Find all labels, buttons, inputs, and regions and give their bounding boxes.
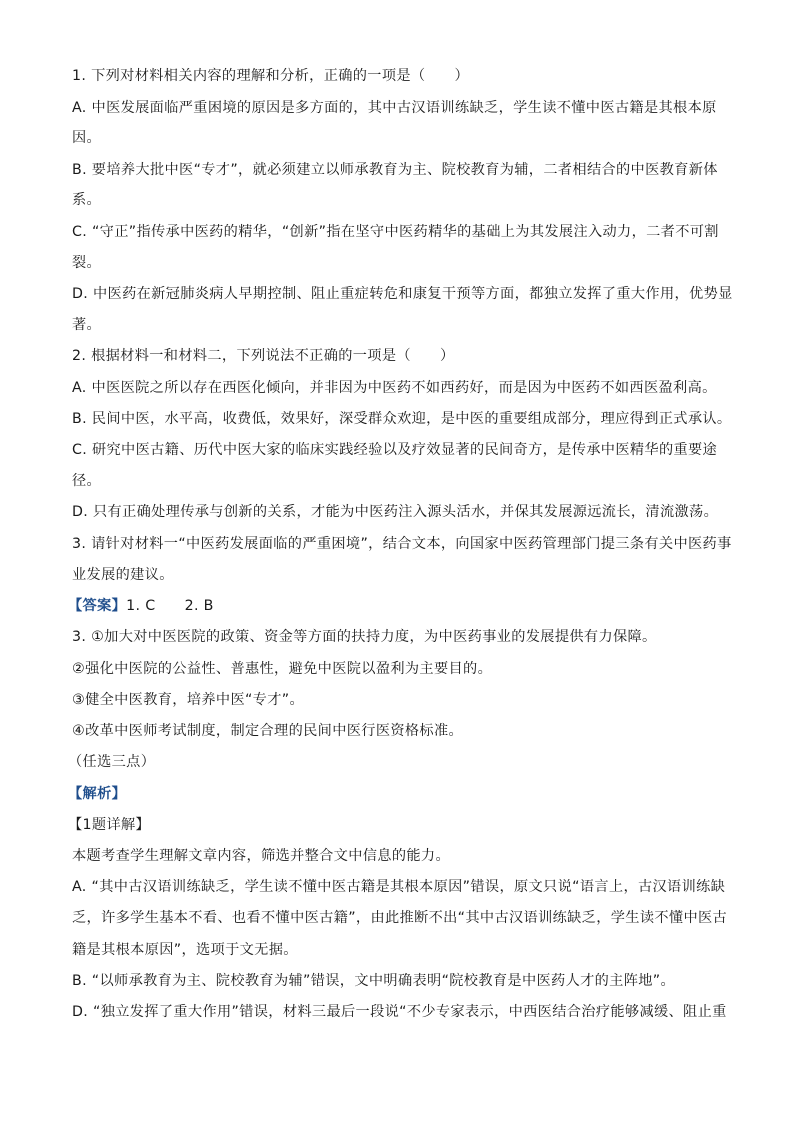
detail-line-1: 本题考查学生理解文章内容，筛选并整合文中信息的能力。: [72, 848, 450, 864]
detail-line-4: 籍是其根本原因”，选项于文无据。: [72, 942, 298, 958]
q1-option-d-cont: 著。: [72, 317, 102, 333]
answer-3-item-1: 3. ①加大对中医医院的政策、资金等方面的扶持力度，为中医药事业的发展提供有力保障。: [72, 629, 657, 645]
answer-3-item-2: ②强化中医院的公益性、普惠性，避免中医院以盈利为主要目的。: [72, 661, 493, 677]
answer-line: [68, 596, 214, 616]
q2-option-c-cont: 径。: [72, 473, 102, 489]
answer-3-note: （任选三点）: [68, 754, 156, 770]
q2-option-b: B. 民间中医，水平高，收费低，效果好，深受群众欢迎，是中医的重要组成部分，理应得到正式承认。: [72, 411, 732, 427]
answer-text: 1. C 2. B: [126, 598, 214, 614]
q1-option-b-cont: 系。: [72, 192, 102, 208]
answer-3-item-4: ④改革中医师考试制度，制定合理的民间中医行医资格标准。: [72, 723, 464, 739]
detail-line-5: B. “以师承教育为主、院校教育为辅”错误，文中明确表明“院校教育是中医药人才的主阵地”。: [72, 973, 676, 989]
detail-line-3: 乏，许多学生基本不看、也看不懂中医古籍”，由此推断不出“其中古汉语训练缺乏，学生读不懂中医古: [72, 910, 728, 926]
q1-option-a-cont: 因。: [72, 130, 102, 146]
q1-option-b: B. 要培养大批中医“专才”，就必须建立以师承教育为主、院校教育为辅，二者相结合的中医教育新体: [72, 162, 718, 178]
detail-line-2: A. “其中古汉语训练缺乏，学生读不懂中医古籍是其根本原因”错误，原文只说“语言上，古汉语训练缺: [72, 879, 726, 895]
q1-option-c: C. “守正”指传承中医药的精华，“创新”指在坚守中医药精华的基础上为其发展注入动力，二者不可割: [72, 224, 719, 240]
detail-title: 【1题详解】: [68, 817, 151, 833]
question-2: 2. 根据材料一和材料二，下列说法不正确的一项是（ ）: [72, 348, 455, 364]
answer-label: 【答案】: [68, 598, 127, 614]
analysis-label: 【解析】: [68, 786, 127, 802]
detail-line-6: D. “独立发挥了重大作用”错误，材料三最后一段说“不少专家表示，中西医结合治疗能够减缓、阻止重: [72, 1004, 727, 1020]
question-1: 1. 下列对材料相关内容的理解和分析，正确的一项是（ ）: [72, 68, 470, 84]
question-3-cont: 业发展的建议。: [72, 567, 174, 583]
q1-option-d: D. 中医药在新冠肺炎病人早期控制、阻止重症转危和康复干预等方面，都独立发挥了重大作用，优势显: [72, 286, 733, 302]
q1-option-c-cont: 裂。: [72, 255, 102, 271]
q1-option-a: A. 中医发展面临严重困境的原因是多方面的，其中古汉语训练缺乏，学生读不懂中医古籍是其根本原: [72, 100, 717, 116]
q2-option-a: A. 中医医院之所以存在西医化倾向，并非因为中医药不如西药好，而是因为中医药不如西医盈利高。: [72, 380, 717, 396]
answer-3-item-3: ③健全中医教育，培养中医“专才”。: [72, 692, 304, 708]
question-3: 3. 请针对材料一“中医药发展面临的严重困境”，结合文本，向国家中医药管理部门提三条有关中医药事: [72, 536, 732, 552]
q2-option-d: D. 只有正确处理传承与创新的关系，才能为中医药注入源头活水，并保其发展源远流长，清流激荡。: [72, 504, 719, 520]
q2-option-c: C. 研究中医古籍、历代中医大家的临床实践经验以及疗效显著的民间奇方，是传承中医精华的重要途: [72, 442, 718, 458]
